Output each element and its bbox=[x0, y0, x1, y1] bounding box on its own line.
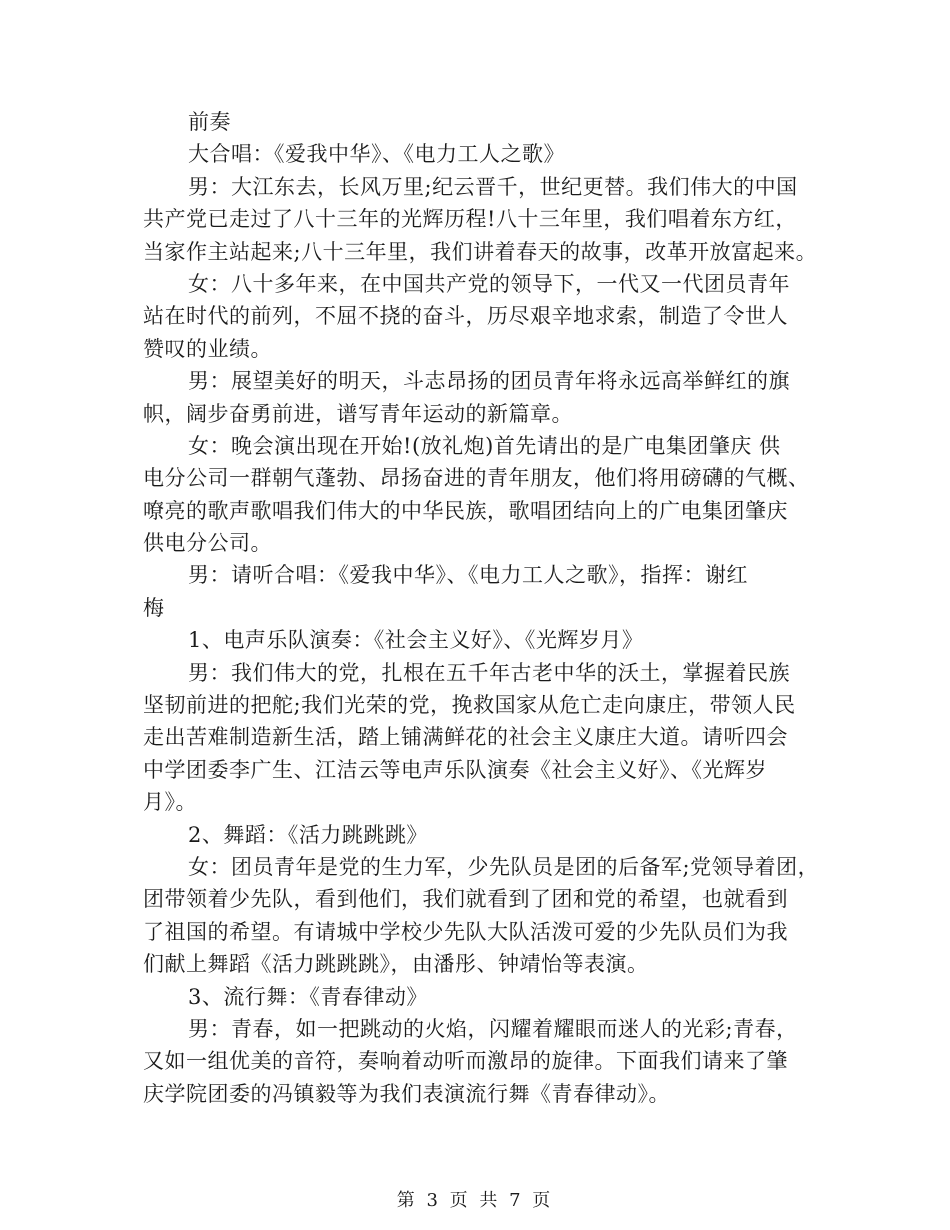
text-line: 女：晚会演出现在开始!(放礼炮)首先请出的是广电集团肇庆 供 bbox=[188, 433, 781, 458]
text-line: 男：请听合唱：《爱我中华》、《电力工人之歌》，指挥：谢红 bbox=[188, 563, 748, 588]
text-line: 共产党已走过了八十三年的光辉历程!八十三年里，我们唱着东方红， bbox=[143, 207, 797, 232]
text-line: 女：八十多年来，在中国共产党的领导下，一代又一代团员青年 bbox=[188, 271, 790, 296]
text-line: 女：团员青年是党的生力军，少先队员是团的后备军;党领导着团， bbox=[188, 854, 820, 879]
text-line: 梅 bbox=[143, 595, 165, 620]
text-line: 赞叹的业绩。 bbox=[143, 336, 272, 361]
text-line: 男：我们伟大的党，扎根在五千年古老中华的沃土，掌握着民族 bbox=[188, 660, 790, 685]
text-line: 又如一组优美的音符，奏响着动听而激昂的旋律。下面我们请来了肇 bbox=[143, 1049, 788, 1074]
text-line: 们献上舞蹈《活力跳跳跳》，由潘彤、钟靖怡等表演。 bbox=[143, 952, 649, 977]
section-heading: 2、舞蹈：《活力跳跳跳》 bbox=[188, 822, 428, 847]
text-line: 中学团委李广生、江洁云等电声乐队演奏《社会主义好》、《光辉岁 bbox=[143, 757, 767, 782]
text-line: 坚韧前进的把舵;我们光荣的党，挽救国家从危亡走向康庄，带领人民 bbox=[143, 693, 796, 718]
text-line: 前奏 bbox=[188, 110, 231, 134]
text-line: 了祖国的希望。有请城中学校少先队大队活泼可爱的少先队员们为我 bbox=[143, 919, 788, 944]
text-line: 大合唱：《爱我中华》、《电力工人之歌》 bbox=[188, 142, 565, 167]
text-line: 供电分公司。 bbox=[143, 531, 272, 556]
document-body bbox=[143, 106, 823, 1110]
text-line: 电分公司一群朝气蓬勃、昂扬奋进的青年朋友，他们将用磅礴的气概、 bbox=[143, 466, 810, 491]
text-line: 站在时代的前列，不屈不挠的奋斗，历尽艰辛地求索，制造了令世人 bbox=[143, 304, 788, 329]
text-line: 男：大江东去，长风万里;纪云晋千，世纪更替。我们伟大的中国 bbox=[188, 174, 798, 199]
text-line: 男：展望美好的明天，斗志昂扬的团员青年将永远高举鲜红的旗 bbox=[188, 369, 790, 394]
text-line: 当家作主站起来;八十三年里，我们讲着春天的故事，改革开放富起来。 bbox=[143, 239, 818, 264]
section-heading: 3、流行舞：《青春律动》 bbox=[188, 984, 428, 1009]
text-line: 嘹亮的歌声歌唱我们伟大的中华民族，歌唱团结向上的广电集团肇庆 bbox=[143, 498, 788, 523]
page-footer: 第 3 页 共 7 页 bbox=[396, 1190, 554, 1211]
text-line: 团带领着少先队，看到他们，我们就看到了团和党的希望，也就看到 bbox=[143, 887, 788, 912]
text-line: 月》。 bbox=[143, 790, 197, 815]
text-line: 走出苦难制造新生活，踏上铺满鲜花的社会主义康庄大道。请听四会 bbox=[143, 725, 788, 750]
text-line: 男：青春，如一把跳动的火焰，闪耀着耀眼而迷人的光彩;青春， bbox=[188, 1016, 798, 1041]
text-line: 帜，阔步奋勇前进，谱写青年运动的新篇章。 bbox=[143, 401, 573, 426]
text-line: 庆学院团委的冯镇毅等为我们表演流行舞《青春律动》。 bbox=[143, 1081, 670, 1106]
section-heading: 1、电声乐队演奏：《社会主义好》、《光辉岁月》 bbox=[188, 628, 644, 653]
